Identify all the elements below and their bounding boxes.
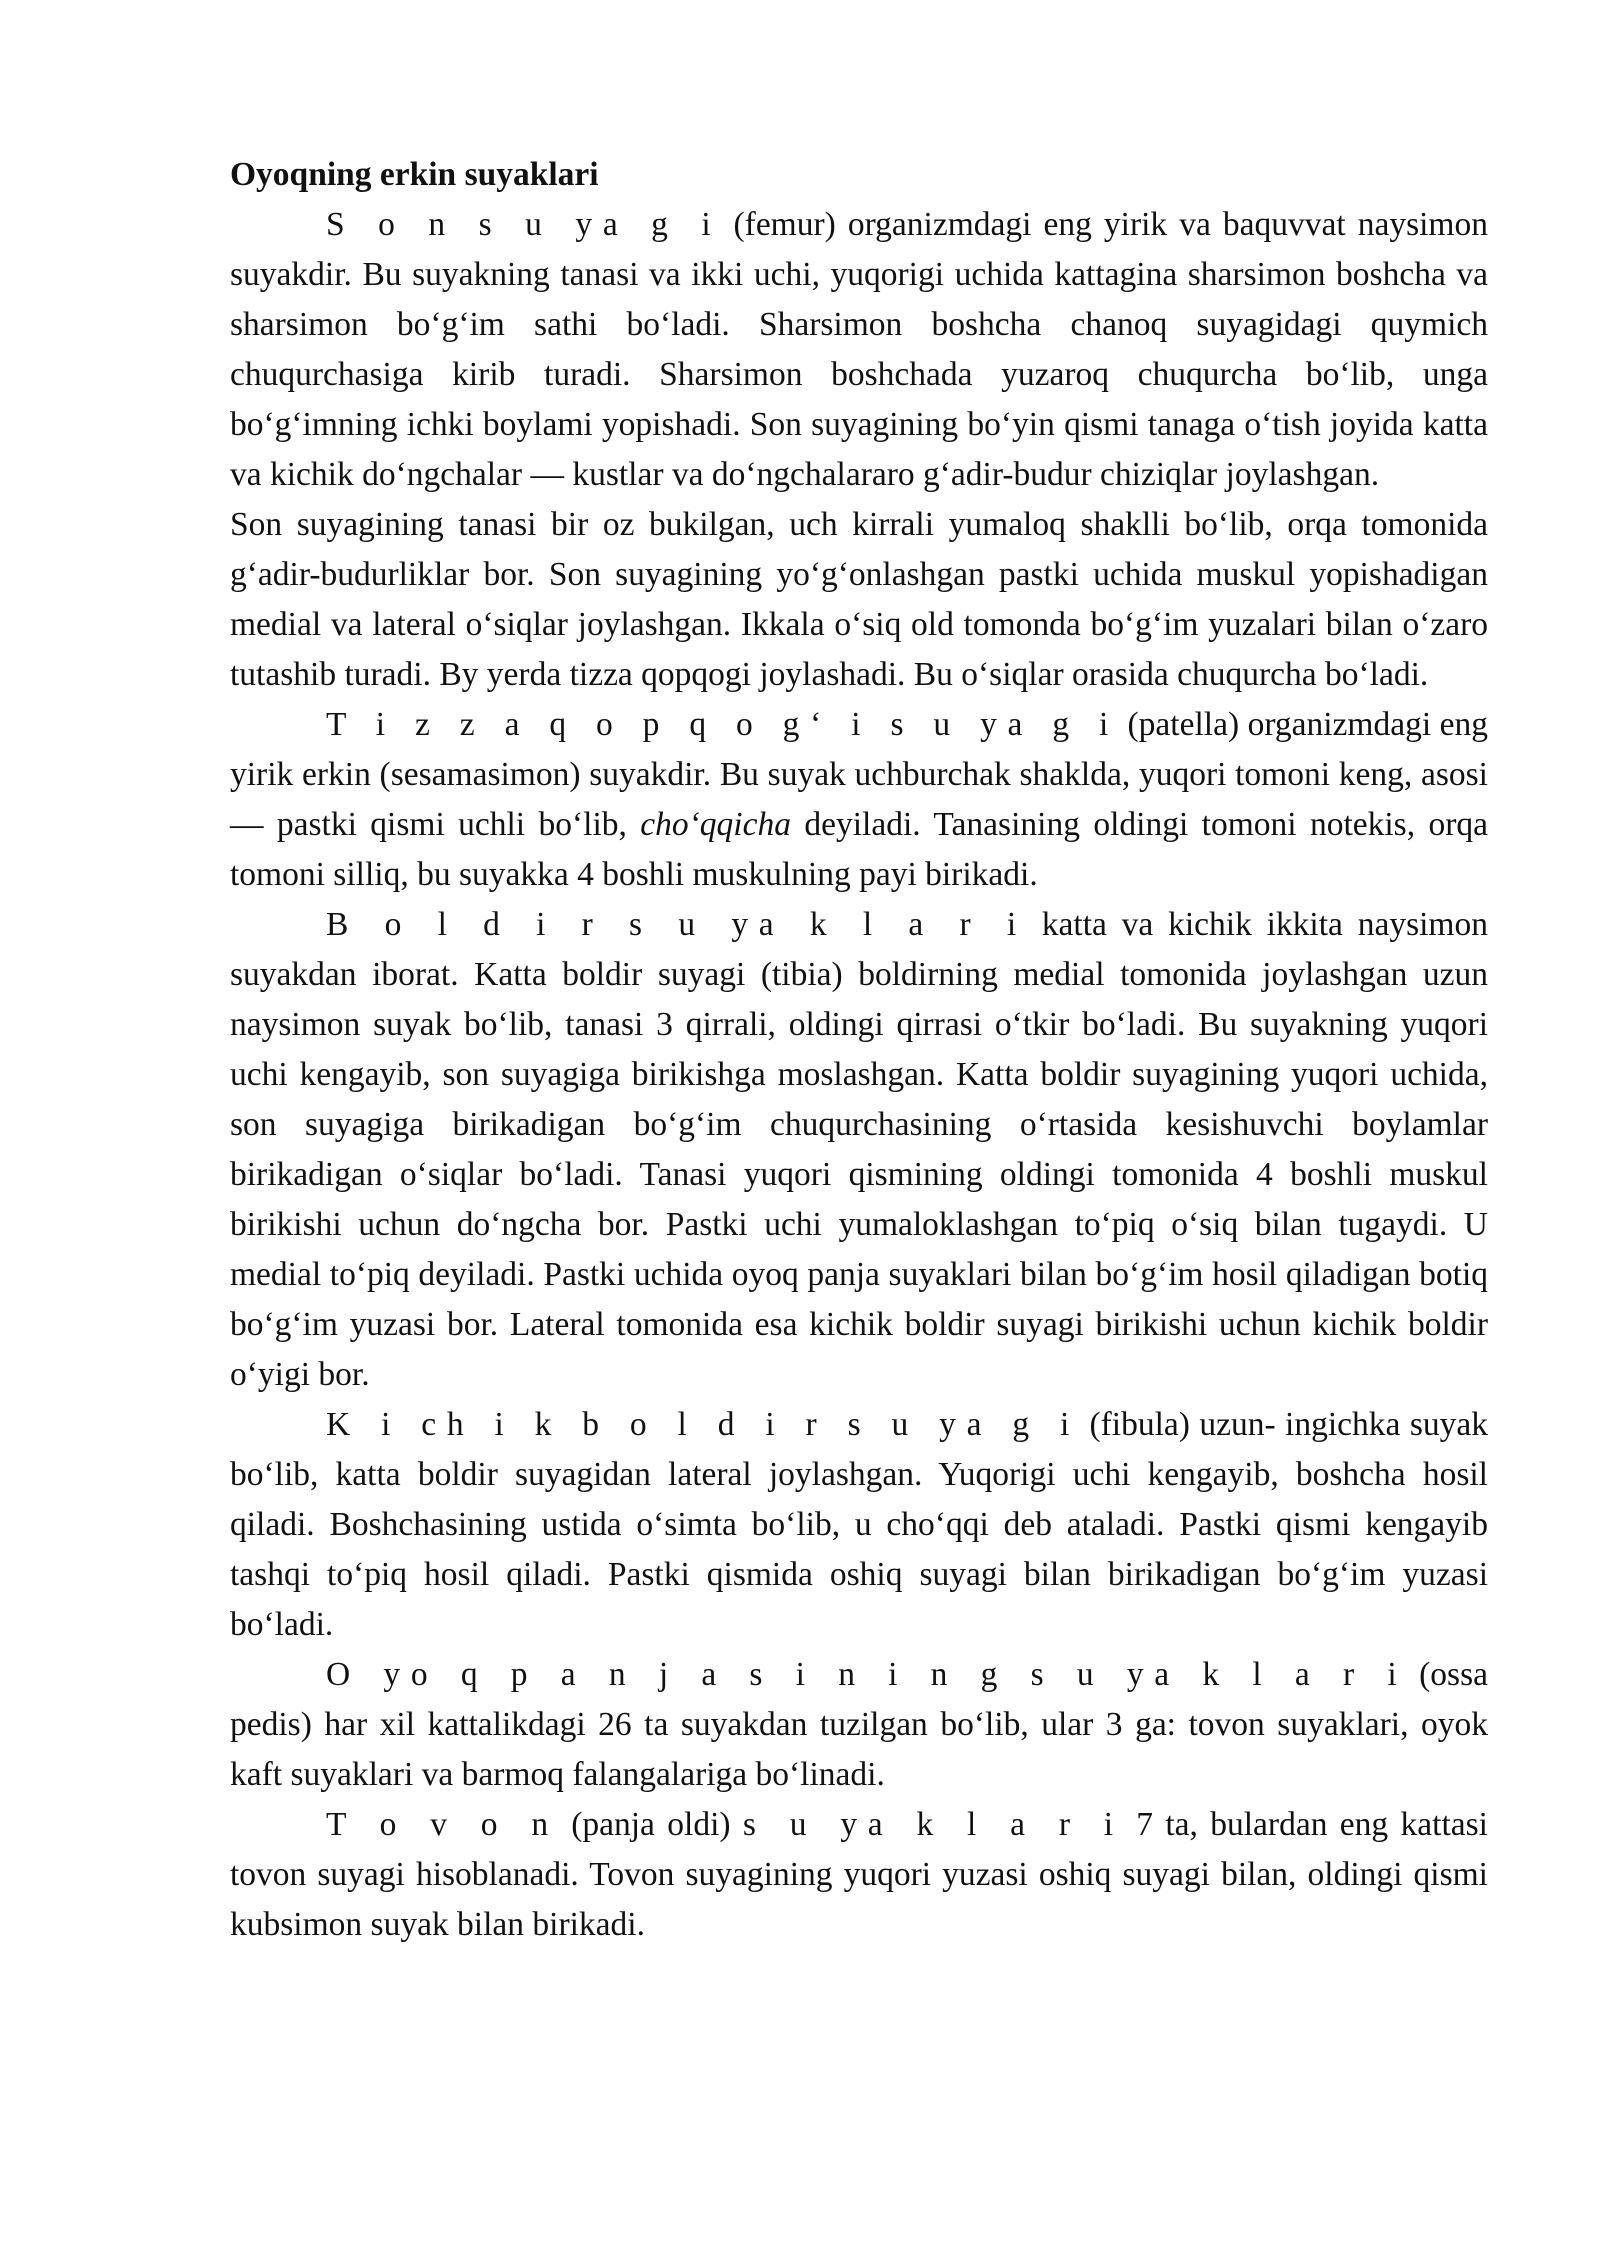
document-page [230, 150, 1488, 1950]
term-tarsal-bones: s u ya k l a r i [742, 1806, 1124, 1843]
paragraph-fibula [230, 1400, 1488, 1650]
term-apex-italic: cho‘qqicha [640, 806, 791, 843]
section-title: Oyoqning erkin suyaklari [230, 156, 599, 193]
paragraph-foot-bones [230, 1650, 1488, 1800]
paragraph-leg-bones [230, 900, 1488, 1400]
paragraph-tarsal-mid: (panja oldi) [558, 1806, 743, 1843]
paragraph-femur-text: (femur) organizmdagi eng yirik va baquvvat naysimon suyakdir. Bu suyakning tanasi va ikki uchi, yuqorigi uchida kattagina sharsimon boshcha va sharsimon bo‘g‘im sathi bo‘ladi. Sharsimon boshcha chanoq suyagidagi quymich chuqurchasiga kirib turadi. Sharsimon boshchada yuzaroq chuqurcha bo‘lib, unga bo‘g‘imning ichki boylami yopishadi. Son suyagining bo‘yin qismi tanaga o‘tish joyida katta va kichik do‘ngchalar — kustlar va do‘ngchalararo g‘adir-budur chiziqlar joylashgan. [230, 206, 1488, 493]
paragraph-femur-body-text: Son suyagining tanasi bir oz bukilgan, uch kirrali yumaloq shaklli bo‘lib, orqa tomonida g‘adir-budurliklar bor. Son suyagining yo‘g‘onlashgan pastki uchida muskul yopishadigan medial va lateral o‘siqlar joylashgan. Ikkala o‘siq old tomonda bo‘g‘im yuzalari bilan o‘zaro tutashib turadi. By yerda tizza qopqogi joylashadi. Bu o‘siqlar orasida chuqurcha bo‘ladi. [230, 506, 1488, 693]
term-fibula: K i ch i k b o l d i r s u ya g i [326, 1406, 1081, 1443]
term-leg-bones: B o l d i r s u ya k l a r i [326, 906, 1027, 943]
paragraph-femur [230, 200, 1488, 500]
paragraph-patella [230, 700, 1488, 900]
term-femur: S o n s u ya g i [326, 206, 722, 243]
paragraph-patella-text-after: deyiladi. Tanasining oldingi tomoni notekis, orqa tomoni silliq, bu suyakka 4 boshli muskulning payi birikadi. [230, 806, 1488, 893]
paragraph-tarsal-bones [230, 1800, 1488, 1950]
paragraph-patella-text-before: (patella) organizmdagi eng yirik erkin (sesamasimon) suyakdir. Bu suyak uchburchak shaklda, yuqori tomoni keng, asosi — pastki qismi uchli bo‘lib, [230, 706, 1488, 843]
paragraph-tarsal-text: 7 ta, bulardan eng kattasi tovon suyagi hisoblanadi. Tovon suyagining yuqori yuzasi oshiq suyagi bilan, oldingi qismi kubsimon suyak bilan birikadi. [230, 1806, 1488, 1943]
paragraph-femur-body [230, 500, 1488, 700]
paragraph-leg-bones-text: katta va kichik ikkita naysimon suyakdan iborat. Katta boldir suyagi (tibia) boldirning medial tomonida joylashgan uzun naysimon suyak bo‘lib, tanasi 3 qirrali, oldingi qirrasi o‘tkir bo‘ladi. Bu suyakning yuqori uchi kengayib, son suyagiga birikishga moslashgan. Katta boldir suyagining yuqori uchida, son suyagiga birikadigan bo‘g‘im chuqurchasining o‘rtasida kesishuvchi boylamlar birikadigan o‘siqlar bo‘ladi. Tanasi yuqori qismining oldingi tomonida 4 boshli muskul birikishi uchun do‘ngcha bor. Pastki uchi yumaloklashgan to‘piq o‘siq bilan tugaydi. U medial to‘piq deyiladi. Pastki uchida oyoq panja suyaklari bilan bo‘g‘im hosil qiladigan botiq bo‘g‘im yuzasi bor. Lateral tomonida esa kichik boldir suyagi birikishi uchun kichik boldir o‘yigi bor. [230, 906, 1488, 1393]
term-patella: T i z z a q o p q o g‘ i s u ya g i [326, 706, 1120, 743]
paragraph-foot-bones-text: (ossa pedis) har xil kattalikdagi 26 ta suyakdan tuzilgan bo‘lib, ular 3 ga: tovon suyaklari, oyok kaft suyaklari va barmoq falangalariga bo‘linadi. [230, 1656, 1488, 1793]
term-foot-bones: O yo q p a n j a s i n i n g s u ya k l a r i [326, 1656, 1408, 1693]
term-tarsus: T o v o n [326, 1806, 559, 1843]
paragraph-fibula-text: (fibula) uzun- ingichka suyak bo‘lib, katta boldir suyagidan lateral joylashgan. Yuqorigi uchi kengayib, boshcha hosil qiladi. Boshchasining ustida o‘simta bo‘lib, u cho‘qqi deb ataladi. Pastki qismi kengayib tashqi to‘piq hosil qiladi. Pastki qismida oshiq suyagi bilan birikadigan bo‘g‘im yuzasi bo‘ladi. [230, 1406, 1489, 1643]
